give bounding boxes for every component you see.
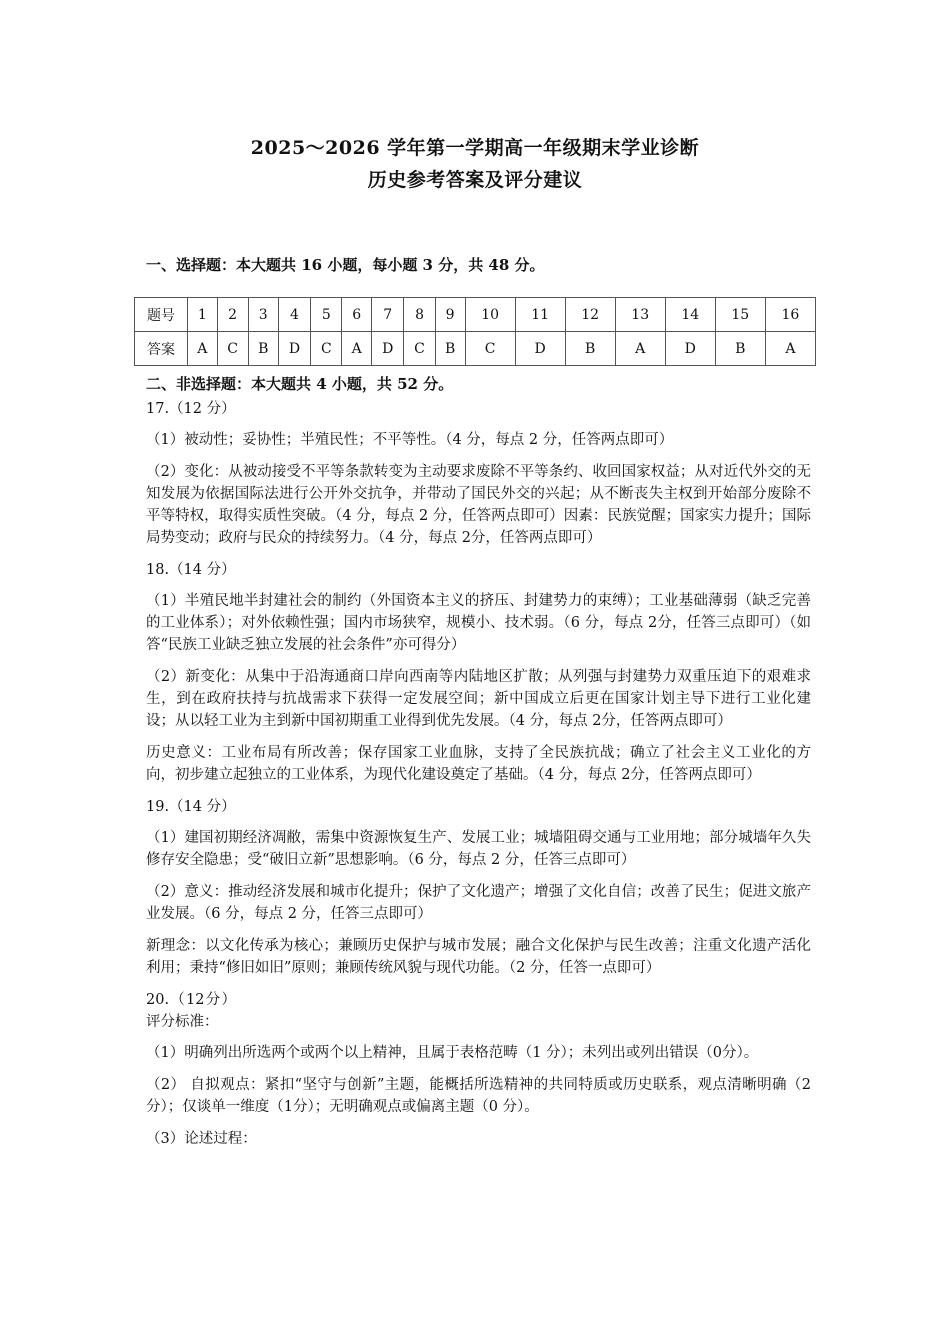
table-cell: 13 — [615, 298, 665, 332]
table-cell: D — [515, 332, 565, 366]
table-cell: D — [371, 332, 404, 366]
table-cell: 6 — [342, 298, 372, 332]
table-cell: 15 — [715, 298, 765, 332]
table-row-numbers — [135, 298, 816, 332]
table-cell: C — [404, 332, 435, 366]
question-18-part2: （2）新变化：从集中于沿海通商口岸向西南等内陆地区扩散；从列强与封建势力双重压迫下的艰难求生，到在政府扶持与抗战需求下获得一定发展空间；新中国成立后更在国家计划主导下进行工业化建设；从以轻工业为主到新中国初期重工业得到优先发展。（4 分，每点 2分，任答两点即可） — [146, 669, 811, 729]
table-cell: 8 — [404, 298, 435, 332]
table-cell: 1 — [188, 298, 218, 332]
question-18-part3: 历史意义：工业布局有所改善；保存国家工业血脉，支持了全民族抗战；确立了社会主义工业化的方向，初步建立起独立的工业体系，为现代化建设奠定了基础。（4 分，每点 2分，任答两点即可） — [146, 745, 811, 783]
question-18-part1: （1）半殖民地半封建社会的制约（外国资本主义的挤压、封建势力的束缚）；工业基础薄弱（缺乏完善的工业体系）；对外依赖性强；国内市场狭窄，规模小、技术弱。（6 分，每点 2分，任答三点即可）（如答“民族工业缺乏独立发展的社会条件”亦可得分） — [146, 593, 811, 653]
question-19-header: 19.（14 分） — [146, 799, 236, 815]
table-cell: A — [765, 332, 815, 366]
table-cell: B — [715, 332, 765, 366]
table-cell: C — [311, 332, 342, 366]
question-19-part3: 新理念：以文化传承为核心；兼顾历史保护与城市发展；融合文化保护与民生改善；注重文化遗产活化利用；秉持“修旧如旧”原则；兼顾传统风貌与现代功能。（2 分，任答一点即可） — [146, 938, 811, 976]
table-cell: B — [248, 332, 278, 366]
table-cell: B — [435, 332, 465, 366]
page-subtitle: 历史参考答案及评分建议 — [367, 169, 583, 191]
table-cell: 4 — [278, 298, 311, 332]
table-cell: D — [278, 332, 311, 366]
table-cell: 12 — [565, 298, 615, 332]
table-cell: C — [465, 332, 515, 366]
table-row-label: 题号 — [135, 298, 188, 332]
question-20-part3: （3）论述过程： — [146, 1131, 257, 1147]
question-19-part1: （1）建国初期经济凋敝，需集中资源恢复生产、发展工业；城墙阻碍交通与工业用地；部分城墙年久失修存安全隐患；受“破旧立新”思想影响。（6 分，每点 2 分，任答三点即可） — [146, 830, 811, 868]
table-cell: D — [665, 332, 715, 366]
section1-heading: 一、选择题：本大题共 16 小题，每小题 3 分，共 48 分。 — [146, 256, 545, 274]
table-cell: A — [188, 332, 218, 366]
section2-heading: 二、非选择题：本大题共 4 小题，共 52 分。 — [146, 375, 454, 393]
page-title: 2025～2026 学年第一学期高一年级期末学业诊断 — [250, 137, 700, 159]
table-cell: 7 — [371, 298, 404, 332]
question-17-header: 17.（12 分） — [146, 401, 236, 417]
question-20-part2: （2） 自拟观点：紧扣“坚守与创新”主题，能概括所选精神的共同特质或历史联系，观点清晰明确（2 分）；仅谈单一维度（1分）；无明确观点或偏离主题（0 分）。 — [146, 1077, 811, 1115]
table-row-label: 答案 — [135, 332, 188, 366]
table-cell: B — [565, 332, 615, 366]
table-cell: 14 — [665, 298, 715, 332]
table-cell: 3 — [248, 298, 278, 332]
table-row-answers — [135, 332, 816, 366]
question-18-header: 18.（14 分） — [146, 562, 236, 578]
question-19-part2: （2）意义：推动经济发展和城市化提升；保护了文化遗产；增强了文化自信；改善了民生；促进文旅产业发展。（6 分，每点 2 分，任答三点即可） — [146, 884, 811, 922]
table-cell: 5 — [311, 298, 342, 332]
answer-table — [134, 297, 816, 366]
question-20-part1: （1）明确列出所选两个或两个以上精神，且属于表格范畴（1 分）；未列出或列出错误（0分）。 — [146, 1045, 759, 1061]
table-cell: 11 — [515, 298, 565, 332]
table-cell: A — [615, 332, 665, 366]
question-17-part2: （2）变化：从被动接受不平等条款转变为主动要求废除不平等条约、收回国家权益；从对近代外交的无知发展为依据国际法进行公开外交抗争，并带动了国民外交的兴起；从不断丧失主权到开始部分废除不平等特权，取得实质性突破。（4 分，每点 2 分，任答两点即可）因素：民族觉醒；国家实力提升；国际局势变动；政府与民众的持续努力。（4 分，每点 2分，任答两点即可） — [146, 464, 811, 546]
table-cell: C — [217, 332, 248, 366]
answer-content — [146, 398, 811, 1160]
table-cell: 2 — [217, 298, 248, 332]
table-cell: 9 — [435, 298, 465, 332]
table-cell: 10 — [465, 298, 515, 332]
question-20-header: 20.（12分）评分标准： — [146, 992, 236, 1030]
question-17-part1: （1）被动性；妥协性；半殖民性；不平等性。（4 分，每点 2 分，任答两点即可） — [146, 432, 674, 448]
table-cell: 16 — [765, 298, 815, 332]
table-cell: A — [342, 332, 372, 366]
